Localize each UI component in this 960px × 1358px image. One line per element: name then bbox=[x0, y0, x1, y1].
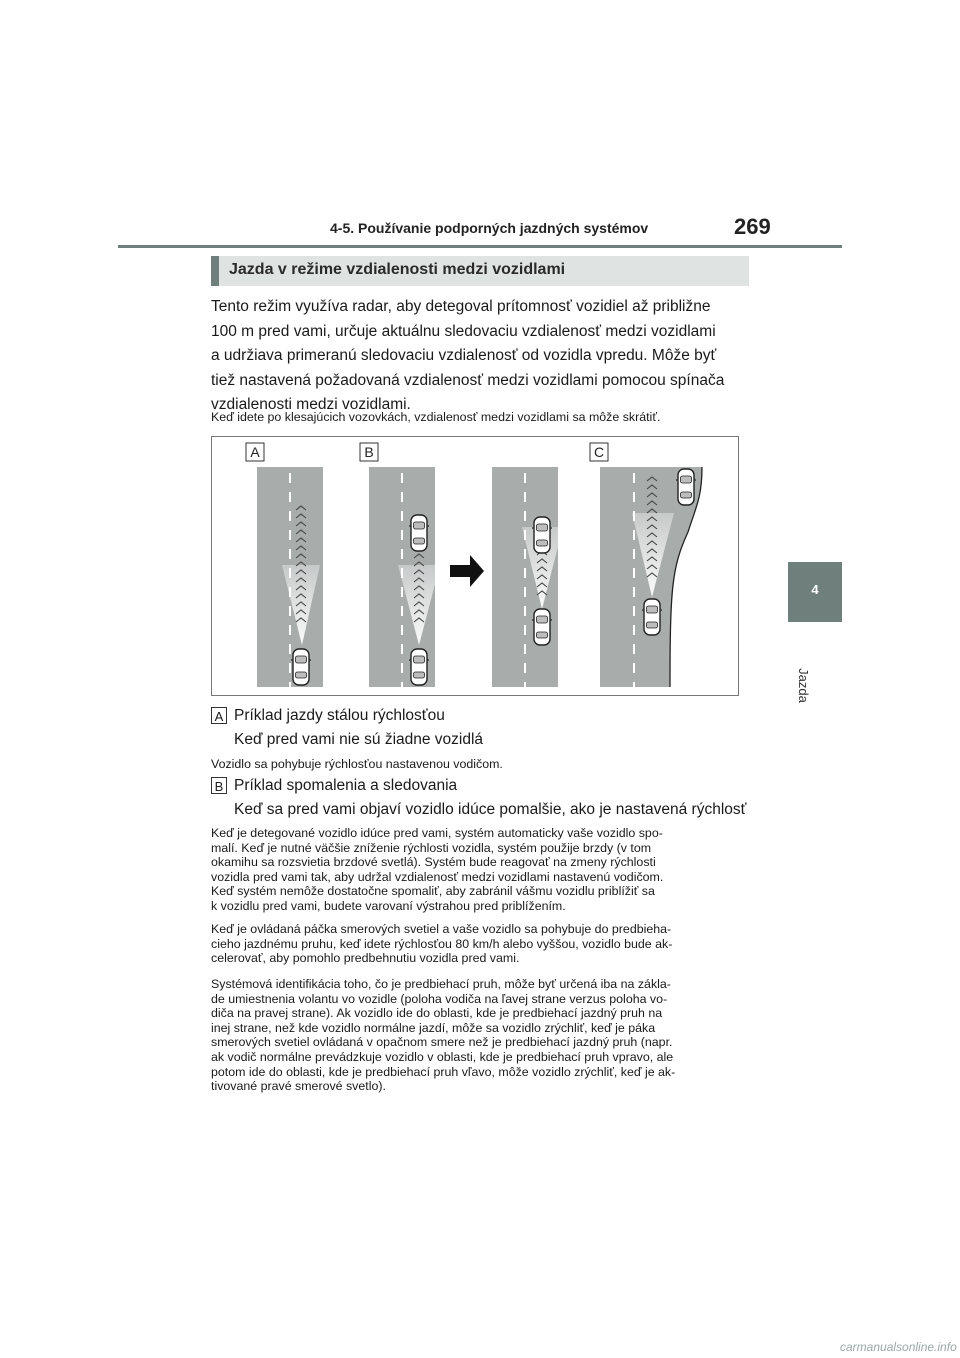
section-header: 4-5. Používanie podporných jazdných systémov bbox=[330, 220, 649, 236]
example-a-sub: Keď pred vami nie sú žiadne vozidlá bbox=[234, 731, 484, 748]
text-line: k vozidlu pred vami, budete varovaní výstrahou pred priblížením. bbox=[211, 898, 566, 913]
figure-label-c: C bbox=[593, 444, 605, 460]
text-line: inej strane, než kde vozidlo normálne jazdí, môže sa vozidlo zrýchliť, keď je páka bbox=[211, 1020, 656, 1035]
text-line: tivované pravé smerové svetlo). bbox=[211, 1079, 386, 1094]
vehicle-ahead bbox=[532, 517, 552, 553]
section-title-bar bbox=[211, 256, 749, 286]
arrow-right-icon bbox=[450, 555, 484, 587]
text-line: Systémová identifikácia toho, čo je predbiehací pruh, môže byť určená iba na zákla- bbox=[211, 977, 671, 991]
figure-label-a: A bbox=[250, 444, 260, 460]
text-line: potom ide do oblasti, kde je predbiehací pruh vľavo, môže vozidlo zrýchliť, keď je ak- bbox=[211, 1064, 676, 1079]
paragraph-passing-lane bbox=[211, 977, 751, 1094]
note-descending-roads: Keď idete po klesajúcich vozovkách, vzdialenosť medzi vozidlami sa môže skrátiť. bbox=[211, 410, 661, 424]
page-number: 269 bbox=[734, 214, 771, 239]
example-a bbox=[211, 705, 771, 753]
chapter-number: 4 bbox=[811, 582, 819, 597]
note-a: Vozidlo sa pohybuje rýchlosťou nastavenou vodičom. bbox=[211, 757, 503, 771]
vehicle-merging bbox=[676, 469, 696, 505]
own-vehicle bbox=[291, 649, 311, 685]
example-b-label: Príklad spomalenia a sledovania bbox=[234, 777, 458, 794]
intro-line: tiež nastavená požadovaná vzdialenosť medzi vozidlami pomocou spínača bbox=[211, 371, 725, 389]
chapter-label-text: Jazda bbox=[795, 668, 811, 703]
text-line: de umiestnenia volantu vo vozidle (poloha vodiča na ľavej strane verzus poloha vo- bbox=[211, 991, 668, 1006]
text-line: malí. Keď je nutné väčšie zníženie rýchlosti vozidla, systém použije brzdy (v tom bbox=[211, 840, 652, 855]
text-line: ak vodič normálne prevádzkuje vozidlo v oblasti, kde je predbiehací pruh vpravo, ale bbox=[211, 1049, 674, 1064]
section-title: Jazda v režime vzdialenosti medzi vozidlami bbox=[229, 261, 566, 278]
text-line: cieho jazdnému pruhu, keď idete rýchlosťou 80 km/h alebo vyššou, vozidlo bude ak- bbox=[211, 936, 673, 951]
text-line: Keď systém nemôže dostatočne spomaliť, aby zabránil vášmu vozidlu priblížiť sa bbox=[211, 884, 655, 899]
watermark: carmanualsonline.info bbox=[840, 1340, 957, 1354]
illustration-figure bbox=[211, 436, 739, 696]
text-line: diča na pravej strane). Ak vozidlo ide do oblasti, kde je predbiehací jazdný pruh na bbox=[211, 1006, 663, 1021]
paragraph-detection bbox=[211, 826, 751, 914]
illustration-svg bbox=[212, 437, 738, 695]
text-line: celerovať, aby pomohlo predbehnutiu vozidla pred vami. bbox=[211, 951, 520, 966]
example-a-label: Príklad jazdy stálou rýchlosťou bbox=[234, 707, 445, 724]
own-vehicle bbox=[409, 649, 429, 685]
example-b-sub: Keď sa pred vami objaví vozidlo idúce pomalšie, ako je nastavená rýchlosť bbox=[234, 801, 747, 818]
own-vehicle bbox=[532, 609, 552, 645]
vehicle-ahead bbox=[409, 515, 429, 551]
text-line: Keď je ovládaná páčka smerových svetiel a vaše vozidlo sa pohybuje do predbieha- bbox=[211, 922, 672, 936]
text-line: vozidla pred vami tak, aby udržal vzdialenosť medzi vozidlami nastavenú vodičom. bbox=[211, 869, 664, 884]
figure-label-b: B bbox=[364, 444, 374, 460]
badge-b: B bbox=[211, 777, 227, 794]
intro-line: Tento režim využíva radar, aby detegoval prítomnosť vozidiel až približne bbox=[211, 298, 711, 315]
paragraph-turn-signal bbox=[211, 922, 751, 966]
text-line: okamihu sa rozsvietia brzdové svetlá). Systém bude reagovať na zmeny rýchlosti bbox=[211, 855, 656, 870]
text-line: smerových svetiel ovládaná v opačnom smere než je predbiehací jazdný pruh (napr. bbox=[211, 1035, 673, 1050]
intro-line: a udržiava primeranú sledovaciu vzdialenosť od vozidla vpredu. Môže byť bbox=[211, 347, 717, 364]
text-line: Keď je detegované vozidlo idúce pred vami, systém automaticky vaše vozidlo spo- bbox=[211, 826, 663, 840]
chapter-label bbox=[796, 660, 836, 720]
own-vehicle bbox=[642, 599, 662, 635]
example-b bbox=[211, 775, 771, 823]
header-rule bbox=[118, 245, 842, 248]
intro-line: vzdialenosti medzi vozidlami. bbox=[211, 396, 411, 413]
intro-paragraph bbox=[211, 295, 751, 418]
intro-line: 100 m pred vami, určuje aktuálnu sledovaciu vzdialenosť medzi vozidlami bbox=[211, 322, 716, 340]
badge-a: A bbox=[211, 707, 227, 724]
